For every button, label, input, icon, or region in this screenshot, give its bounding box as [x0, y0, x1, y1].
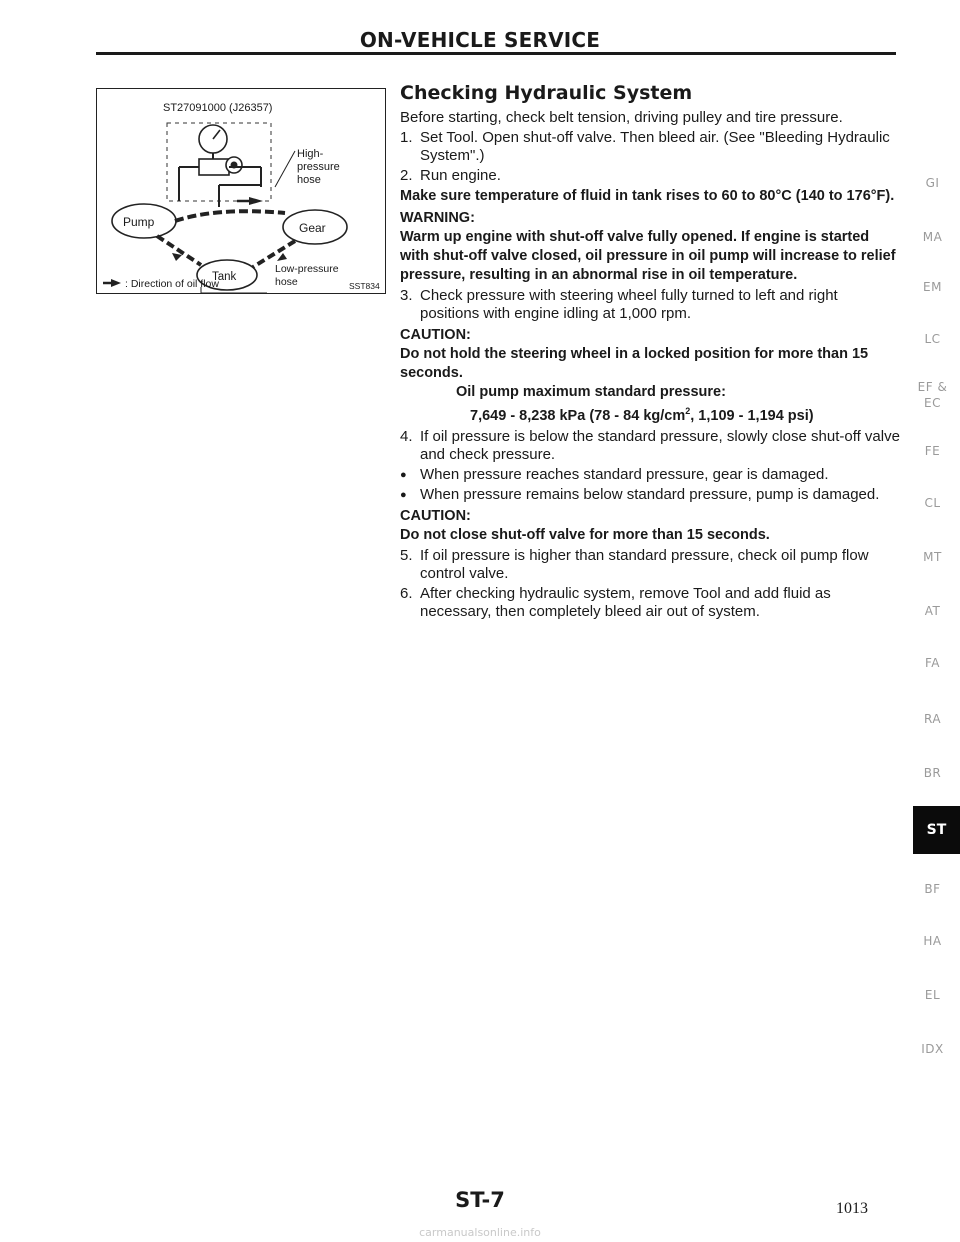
tab-fa[interactable]: FA — [924, 656, 940, 670]
step-number: 6. — [400, 584, 413, 602]
pump-label: Pump — [123, 215, 155, 229]
page-code: ST-7 — [455, 1188, 505, 1212]
header-rule — [96, 52, 896, 55]
step-number: 1. — [400, 129, 413, 146]
low-pressure-hose-pump — [157, 236, 201, 265]
bullet-dot-icon: ● — [400, 468, 407, 481]
caution-text-2: Do not close shut-off valve for more than 15 seconds. — [400, 526, 770, 543]
page-number: 1013 — [836, 1200, 868, 1217]
bullet-2 — [400, 486, 900, 504]
gear-label: Gear — [299, 221, 326, 235]
bullet-text: When pressure reaches standard pressure, gear is damaged. — [420, 465, 829, 483]
tank-label: Tank — [212, 271, 237, 283]
tab-at[interactable]: AT — [924, 604, 941, 618]
direction-of-flow-label: : Direction of oil flow — [125, 278, 219, 290]
step-5 — [400, 547, 900, 583]
warning-text: Warm up engine with shut-off valve fully opened. If engine is started with shut-off valve closed, oil pressure in oil pump will increase to relief pressure, resulting in an abnormal rise in oil temperature. — [400, 229, 896, 283]
tab-st-active[interactable]: ST — [913, 806, 960, 854]
tab-el[interactable]: EL — [924, 988, 941, 1002]
spec-value-a: 7,649 - 8,238 kPa (78 - 84 kg/cm — [470, 407, 686, 424]
main-content — [400, 82, 900, 621]
step-number: 5. — [400, 546, 413, 564]
figure-code: SST834 — [349, 281, 380, 291]
high-pressure-label-1: High- — [297, 148, 324, 160]
step-text: After checking hydraulic system, remove Tool and add fluid as necessary, then completely bleed air out of system. — [420, 584, 831, 620]
tab-ec[interactable]: EC — [924, 396, 941, 410]
warning-label: WARNING: — [400, 210, 475, 226]
high-pressure-label-2: pressure — [297, 161, 340, 173]
step-text: Set Tool. Open shut-off valve. Then bleed air. (See "Bleeding Hydraulic System".) — [420, 129, 890, 164]
high-pressure-hose — [175, 211, 285, 221]
step-number: 3. — [400, 287, 413, 304]
bullet-text: When pressure remains below standard pressure, pump is damaged. — [420, 485, 880, 503]
low-pressure-label-2: hose — [275, 276, 298, 288]
intro-text: Before starting, check belt tension, driving pulley and tire pressure. — [400, 109, 843, 126]
tab-fe[interactable]: FE — [924, 444, 941, 458]
flow-arrow-icon — [249, 197, 263, 205]
spec-value — [400, 402, 900, 426]
spec-title: Oil pump maximum standard pressure: — [456, 384, 726, 400]
step-text: Run engine. — [420, 167, 501, 184]
bullet-1 — [400, 466, 900, 484]
spec-value-sup: 2 — [685, 406, 691, 416]
shut-off-valve-icon — [199, 159, 229, 175]
caution-label-2: CAUTION: — [400, 507, 471, 524]
tab-ef[interactable]: EF & — [917, 380, 948, 394]
tab-em[interactable]: EM — [923, 280, 942, 294]
tab-gi[interactable]: GI — [925, 176, 940, 190]
step-text: Check pressure with steering wheel fully turned to left and right positions with engine idling at 1,000 rpm. — [420, 287, 838, 322]
step-2 — [400, 167, 900, 185]
tool-number-label: ST27091000 (J26357) — [163, 102, 273, 114]
caution-text-1: Do not hold the steering wheel in a locked position for more than 15 seconds. — [400, 346, 869, 381]
step-6 — [400, 585, 900, 621]
tab-cl[interactable]: CL — [924, 496, 941, 510]
low-pressure-label-1: Low-pressure — [275, 263, 339, 275]
caution-label-1: CAUTION: — [400, 327, 471, 343]
tab-br[interactable]: BR — [923, 766, 942, 780]
spec-value-b: , 1,109 - 1,194 psi) — [690, 407, 814, 424]
watermark-site: carmanualsonline.info — [419, 1226, 541, 1239]
tab-ra[interactable]: RA — [923, 712, 942, 726]
temperature-note: Make sure temperature of fluid in tank rises to 60 to 80°C (140 to 176°F). — [400, 188, 895, 204]
tab-idx[interactable]: IDX — [921, 1042, 944, 1056]
step-number: 2. — [400, 167, 413, 184]
step-3 — [400, 287, 900, 323]
step-1 — [400, 129, 900, 165]
step-number: 4. — [400, 427, 413, 445]
page-header-title: ON-VEHICLE SERVICE — [359, 28, 601, 52]
tab-bf[interactable]: BF — [924, 882, 941, 896]
tab-ha[interactable]: HA — [923, 934, 942, 948]
tab-mt[interactable]: MT — [923, 550, 942, 564]
section-heading: Checking Hydraulic System — [400, 82, 693, 104]
hydraulic-diagram — [97, 89, 387, 295]
tab-ma[interactable]: MA — [922, 230, 943, 244]
step-text: If oil pressure is below the standard pressure, slowly close shut-off valve and check pressure. — [420, 427, 900, 463]
step-text: If oil pressure is higher than standard pressure, check oil pump flow control valve. — [420, 546, 869, 582]
tab-lc[interactable]: LC — [924, 332, 941, 346]
step-4 — [400, 428, 900, 464]
section-index-tabs — [905, 0, 960, 1242]
high-pressure-label-3: hose — [297, 174, 321, 186]
bullet-dot-icon: ● — [400, 488, 407, 501]
hydraulic-system-figure — [96, 88, 386, 294]
